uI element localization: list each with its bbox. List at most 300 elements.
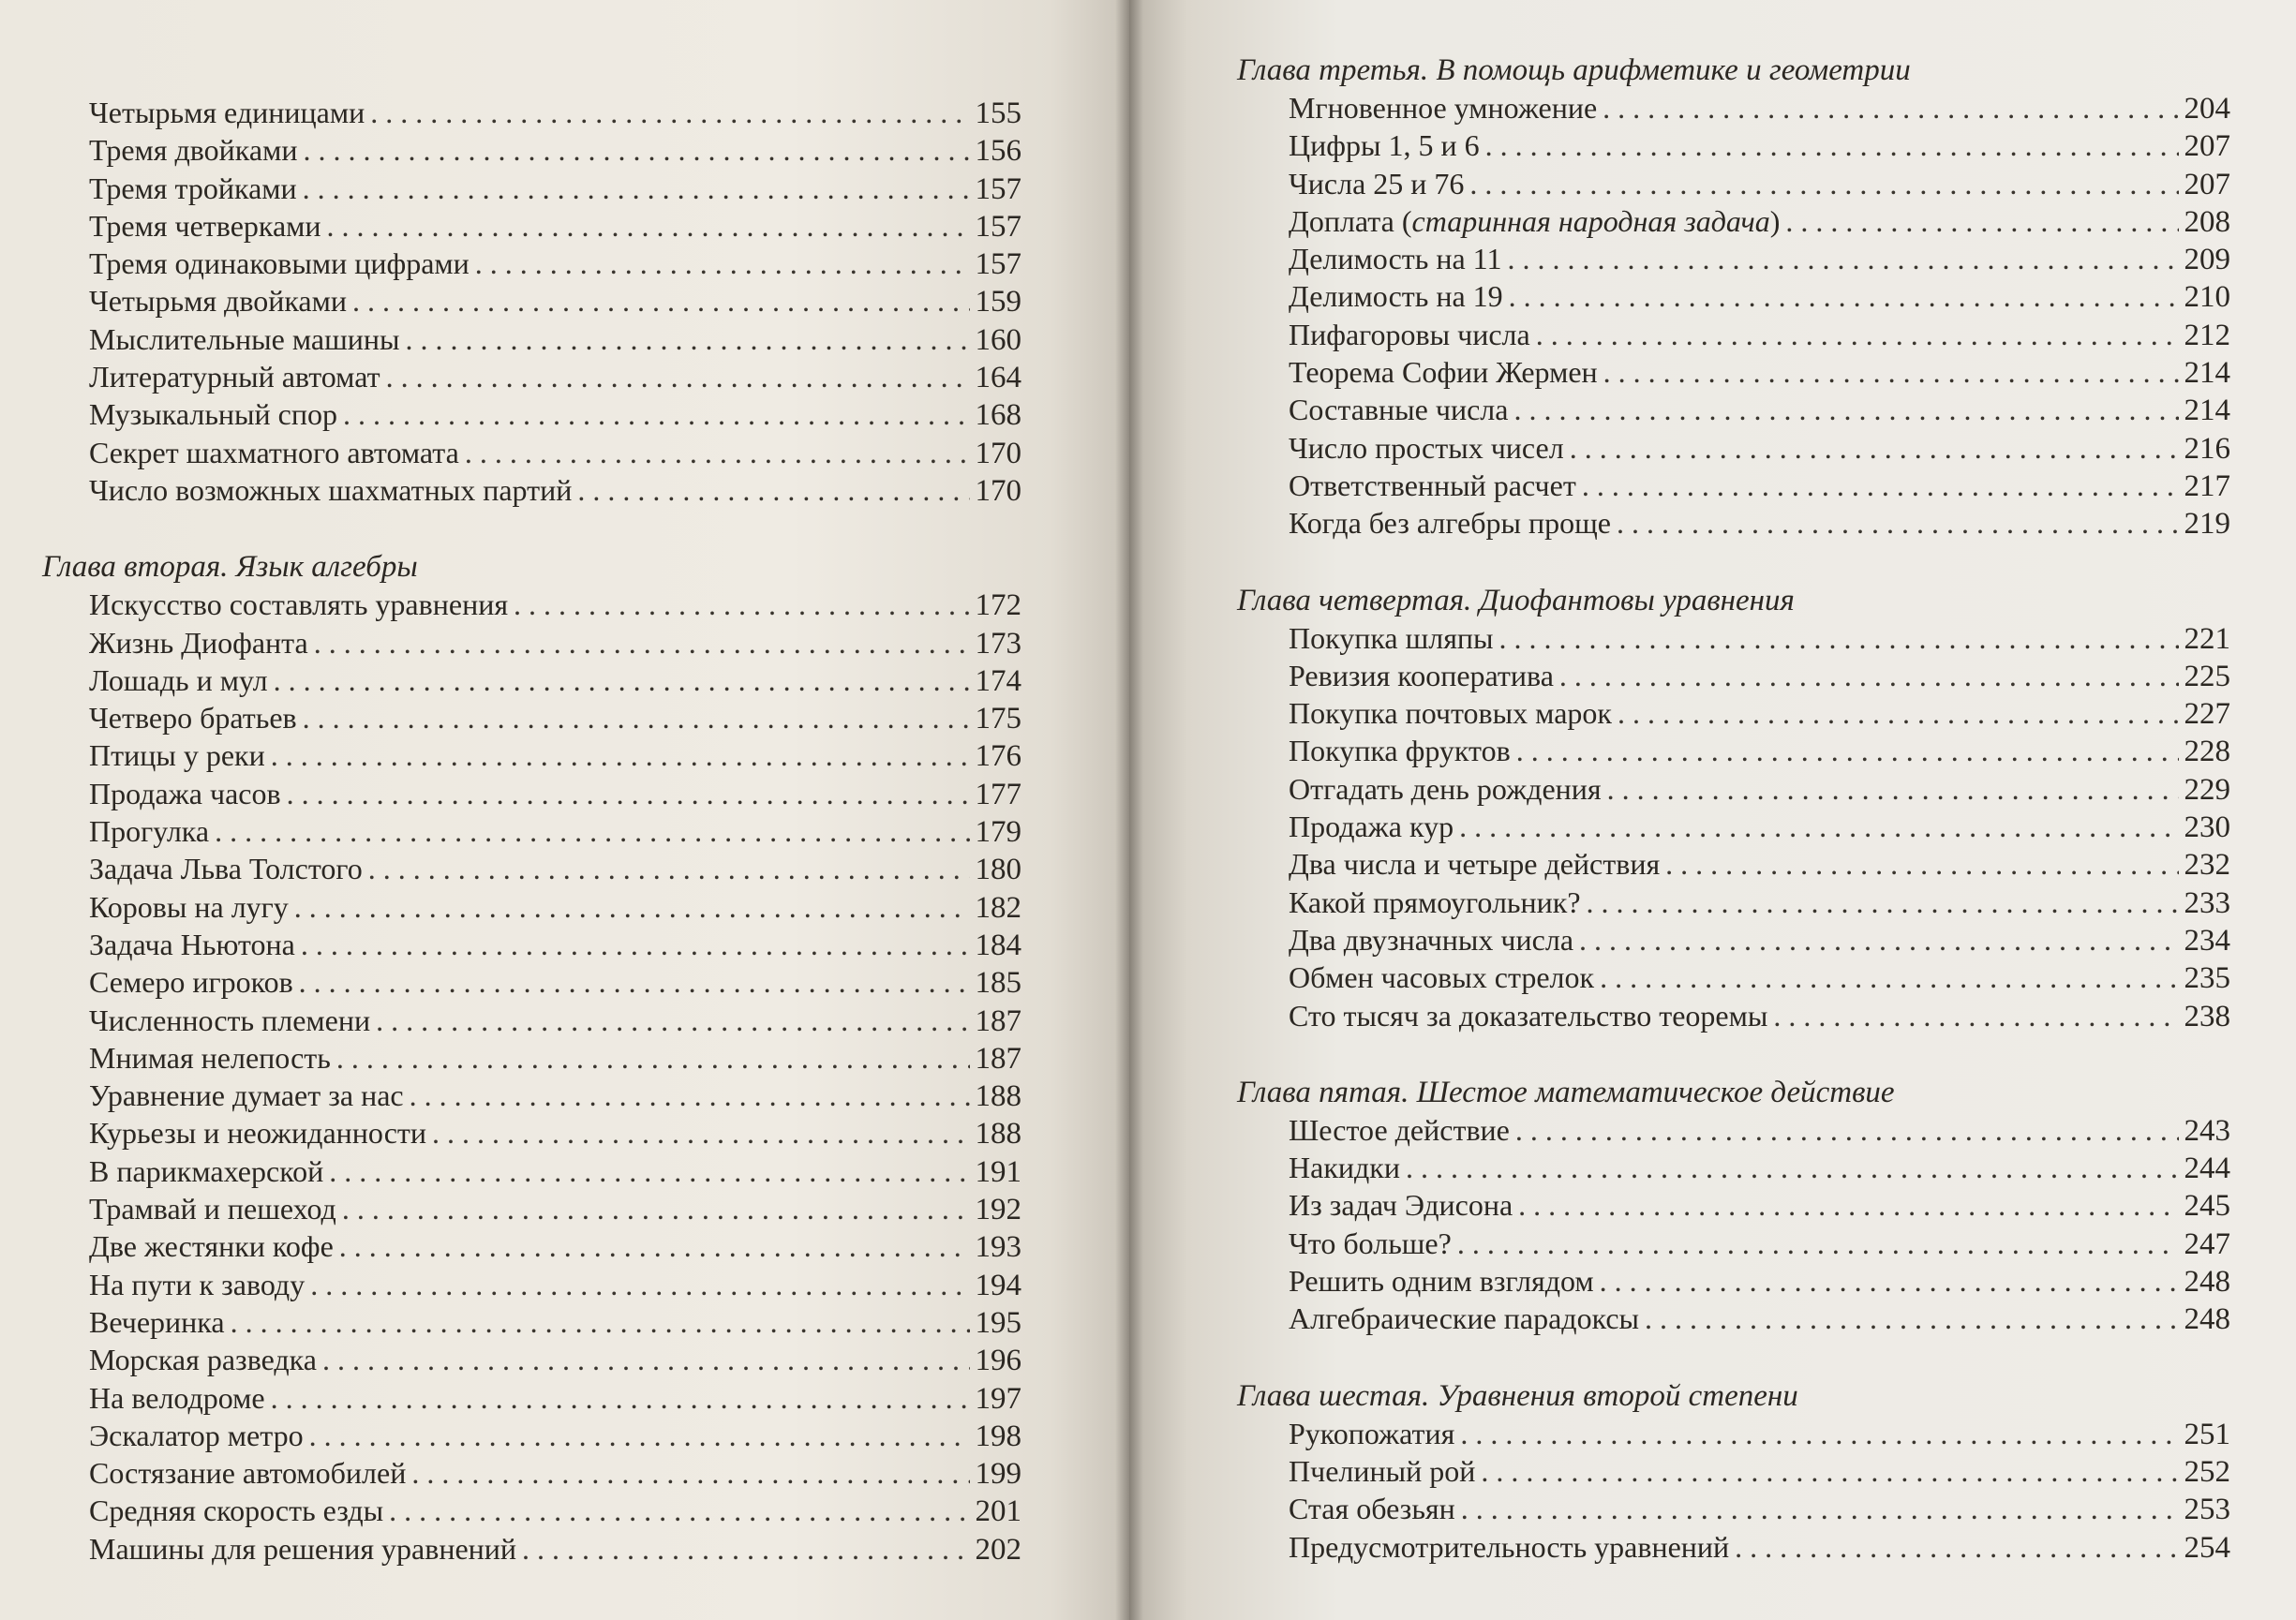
entry-title-text: Покупка фруктов (1289, 734, 1511, 768)
entry-title (89, 1152, 323, 1190)
toc-entry (89, 207, 1021, 245)
entry-page-number: 204 (2184, 92, 2230, 126)
entry-title-text: Задача Льва Толстого (89, 852, 363, 886)
entry-page-number: 199 (975, 1457, 1021, 1492)
toc-entry (89, 661, 1021, 699)
entry-page-number: 182 (975, 890, 1021, 925)
dot-leader (1665, 845, 2178, 883)
toc-entry (1289, 504, 2230, 542)
dot-leader (411, 1454, 969, 1492)
entry-title (89, 1530, 516, 1568)
dot-leader (329, 1152, 969, 1190)
entry-page-number: 248 (2184, 1265, 2230, 1300)
entry-title-text: Численность племени (89, 1003, 371, 1037)
toc-entry (89, 434, 1021, 471)
entry-title-text: Накидки (1289, 1151, 1400, 1185)
entry-page-number: 160 (975, 322, 1021, 357)
entry-title (89, 131, 297, 169)
dot-leader (1570, 429, 2179, 467)
toc-entry (89, 1077, 1021, 1114)
entry-title-text: Пифагоровы числа (1289, 317, 1530, 351)
entry-title (89, 775, 281, 812)
entry-title-text: Прогулка (89, 814, 210, 849)
chapter-heading: Глава пятая. Шестое математическое действие (1237, 1075, 1895, 1109)
entry-title-text: Покупка почтовых марок (1289, 696, 1612, 731)
dot-leader (432, 1114, 970, 1152)
entry-title (1289, 202, 1780, 240)
toc-entry (89, 736, 1021, 774)
entry-title-text: Теорема Софии Жермен (1289, 355, 1598, 390)
entry-page-number: 209 (2184, 243, 2230, 277)
entry-page-number: 202 (975, 1532, 1021, 1567)
entry-title-text: Трамвай и пешеход (89, 1192, 336, 1226)
dot-leader (339, 1227, 970, 1265)
dot-leader (1773, 997, 2178, 1034)
entry-title-text: Четырьмя единицами (89, 96, 365, 129)
toc-entry (89, 1454, 1021, 1492)
dot-leader (410, 1077, 970, 1114)
toc-section (37, 94, 1021, 509)
entry-title-italic: старинная народная задача (1411, 203, 1770, 238)
toc-entry (1289, 1111, 2230, 1149)
entry-title-text: В парикмахерской (89, 1153, 324, 1188)
dot-leader (1499, 619, 2179, 657)
left-table-of-contents (37, 94, 1021, 1568)
dot-leader (370, 94, 969, 131)
entry-title-text: Тремя двойками (89, 133, 298, 168)
toc-section (37, 548, 1021, 1568)
entry-title-text: Числа 25 и 76 (1289, 166, 1465, 201)
entry-title (89, 699, 297, 736)
toc-entry (89, 812, 1021, 850)
toc-section (1237, 1377, 2230, 1566)
entry-title-text: Сто тысяч за доказательство теоремы (1289, 998, 1768, 1033)
dot-leader (287, 775, 970, 812)
entry-page-number: 175 (975, 702, 1021, 736)
entry-title (89, 1039, 331, 1077)
toc-entry (1289, 619, 2230, 657)
dot-leader (1516, 732, 2179, 769)
entry-title-text: На пути к заводу (89, 1267, 306, 1301)
entry-title-text: Мгновенное умножение (1289, 91, 1598, 125)
dot-leader (299, 963, 970, 1001)
entry-page-number: 172 (975, 588, 1021, 623)
entry-page-number: 230 (2184, 810, 2230, 845)
toc-entry (1289, 997, 2230, 1034)
entry-title-text: Морская разведка (89, 1343, 317, 1377)
toc-entry (1289, 126, 2230, 164)
entry-title (89, 1077, 404, 1114)
entry-title (89, 434, 459, 471)
toc-entry (89, 1379, 1021, 1417)
dot-leader (301, 926, 970, 963)
entry-title (89, 736, 265, 774)
entry-title-text: Коровы на лугу (89, 889, 289, 924)
entry-title (89, 207, 321, 245)
entry-title-text: Вечеринка (89, 1304, 225, 1339)
entry-title-text: Число возможных шахматных партий (89, 472, 573, 507)
entry-title-text: Пчелиный рой (1289, 1453, 1476, 1488)
entry-title-text: Секрет шахматного автомата (89, 435, 459, 469)
entry-title (89, 888, 289, 926)
entry-title-text: Из задач Эдисона (1289, 1188, 1513, 1223)
entry-page-number: 216 (2184, 431, 2230, 466)
dot-leader (352, 282, 970, 320)
toc-entry (89, 1341, 1021, 1378)
entry-page-number: 212 (2184, 318, 2230, 352)
entry-title-text: На велодроме (89, 1380, 265, 1415)
dot-leader (1457, 1225, 2179, 1262)
toc-entry (89, 1530, 1021, 1568)
entry-title (89, 395, 337, 433)
dot-leader (1582, 467, 2179, 504)
toc-entry (89, 1266, 1021, 1303)
entry-page-number: 176 (975, 739, 1021, 774)
dot-leader (1485, 126, 2179, 164)
entry-title-text: Искусство составлять уравнения (89, 587, 509, 622)
entry-title (89, 471, 572, 509)
dot-leader (342, 1190, 970, 1227)
entry-page-number: 210 (2184, 280, 2230, 315)
toc-entry (89, 1152, 1021, 1190)
dot-leader (1469, 165, 2178, 202)
entry-title (89, 1303, 225, 1341)
entry-page-number: 155 (975, 97, 1021, 130)
entry-title-text: Обмен часовых стрелок (1289, 960, 1595, 995)
entry-title (1289, 959, 1594, 996)
toc-entry (89, 1002, 1021, 1039)
toc-entry (89, 1039, 1021, 1077)
dot-leader (386, 358, 970, 395)
dot-leader (310, 1266, 969, 1303)
entry-page-number: 207 (2184, 167, 2230, 201)
dot-leader (376, 1002, 969, 1039)
entry-title (1289, 808, 1454, 845)
entry-title (89, 170, 297, 207)
chapter-heading: Глава четвертая. Диофантовы уравнения (1237, 583, 1795, 617)
chapter-heading: Глава шестая. Уравнения второй степени (1237, 1378, 1798, 1413)
entry-title-text: Два числа и четыре действия (1289, 847, 1661, 882)
entry-page-number: 238 (2184, 999, 2230, 1033)
entry-title (1289, 1186, 1513, 1224)
entry-title-text: Когда без алгебры проще (1289, 506, 1611, 541)
entry-title (1289, 770, 1602, 808)
toc-entry (1289, 1225, 2230, 1262)
entry-page-number: 243 (2184, 1113, 2230, 1148)
toc-entry (1289, 694, 2230, 732)
entry-title (1289, 1452, 1475, 1490)
entry-page-number: 245 (2184, 1189, 2230, 1224)
toc-entry (1289, 921, 2230, 959)
entry-title (1289, 1300, 1639, 1337)
entry-title-text: Что больше? (1289, 1226, 1452, 1260)
entry-page-number: 229 (2184, 772, 2230, 807)
toc-entry (1289, 657, 2230, 694)
entry-page-number: 179 (975, 815, 1021, 850)
entry-title-text: Уравнение думает за нас (89, 1078, 404, 1113)
toc-entry (1289, 1415, 2230, 1452)
dot-leader (1507, 240, 2178, 277)
toc-entry (1289, 808, 2230, 845)
entry-title (89, 1379, 265, 1417)
entry-page-number: 187 (975, 1003, 1021, 1038)
toc-entry (1289, 1452, 2230, 1490)
dot-leader (1461, 1490, 2179, 1527)
toc-entry (89, 170, 1021, 207)
toc-entry (1289, 429, 2230, 467)
toc-entry (1289, 1528, 2230, 1566)
entry-page-number: 196 (975, 1344, 1021, 1378)
entry-page-number: 184 (975, 928, 1021, 962)
entry-page-number: 157 (975, 209, 1021, 244)
entry-title-text: Два двузначных числа (1289, 922, 1574, 957)
toc-entry (89, 282, 1021, 320)
entry-page-number: 198 (975, 1419, 1021, 1453)
entry-title (1289, 89, 1597, 126)
entry-page-number: 170 (975, 473, 1021, 508)
entry-title (89, 282, 347, 320)
toc-entry (89, 1227, 1021, 1265)
entry-title (89, 963, 293, 1001)
entry-title (89, 624, 308, 661)
entry-title (1289, 732, 1511, 769)
entry-page-number: 174 (975, 663, 1021, 698)
entry-title-text: Доплата ( (1289, 203, 1412, 238)
entry-title-text: Мнимая нелепость (89, 1040, 331, 1075)
entry-title (89, 1114, 426, 1152)
entry-title-text: Машины для решения уравнений (89, 1531, 517, 1566)
dot-leader (1600, 1262, 2179, 1300)
right-page (1129, 0, 2296, 1620)
toc-entry (89, 245, 1021, 282)
dot-leader (1515, 1111, 2179, 1149)
entry-page-number: 156 (975, 134, 1021, 169)
entry-page-number: 177 (975, 777, 1021, 811)
dot-leader (1559, 657, 2179, 694)
entry-title (89, 586, 508, 623)
dot-leader (327, 207, 970, 245)
entry-title-text: Музыкальный спор (89, 397, 337, 432)
entry-title-text: Рукопожатия (1289, 1416, 1455, 1450)
entry-page-number: 201 (975, 1494, 1021, 1529)
dot-leader (368, 850, 970, 887)
entry-title-text: Две жестянки кофе (89, 1229, 334, 1264)
entry-page-number: 159 (975, 285, 1021, 320)
entry-page-number: 168 (975, 398, 1021, 433)
toc-entry (89, 1417, 1021, 1454)
entry-title (89, 358, 380, 395)
entry-title (89, 245, 470, 282)
entry-page-number: 244 (2184, 1152, 2230, 1186)
entry-page-number: 214 (2184, 356, 2230, 391)
book-gutter (1115, 0, 1143, 1620)
entry-title (1289, 316, 1530, 353)
entry-page-number: 254 (2184, 1530, 2230, 1565)
entry-title (89, 1341, 317, 1378)
entry-title (1289, 1415, 1454, 1452)
toc-entry (89, 586, 1021, 623)
entry-title-text: Тремя тройками (89, 171, 297, 205)
toc-entry (89, 320, 1021, 358)
entry-title-text: Составные числа (1289, 393, 1509, 427)
entry-page-number: 157 (975, 247, 1021, 282)
toc-entry (89, 358, 1021, 395)
entry-title (89, 1454, 406, 1492)
entry-title (1289, 694, 1612, 732)
dot-leader (1600, 959, 2178, 996)
dot-leader (274, 661, 970, 699)
dot-leader (1618, 694, 2179, 732)
dot-leader (465, 434, 970, 471)
toc-entry (1289, 1186, 2230, 1224)
entry-title-text: Птицы у реки (89, 738, 265, 773)
entry-title (1289, 126, 1480, 164)
dot-leader (1579, 921, 2178, 959)
toc-entry (1289, 391, 2230, 428)
dot-leader (215, 812, 969, 850)
dot-leader (271, 1379, 970, 1417)
entry-page-number: 214 (2184, 394, 2230, 428)
entry-title-text: Число простых чисел (1289, 430, 1564, 465)
entry-page-number: 157 (975, 171, 1021, 206)
entry-title (89, 926, 295, 963)
toc-entry (89, 699, 1021, 736)
entry-title-text: Четверо братьев (89, 701, 297, 736)
dot-leader (1460, 1415, 2178, 1452)
toc-entry (1289, 732, 2230, 769)
toc-entry (1289, 202, 2230, 240)
entry-title-text: Курьезы и неожиданности (89, 1116, 426, 1151)
toc-entry (1289, 467, 2230, 504)
toc-entry (89, 131, 1021, 169)
entry-title (1289, 619, 1494, 657)
entry-page-number: 217 (2184, 468, 2230, 503)
entry-title-text: Продажа кур (1289, 810, 1454, 844)
entry-title (1289, 353, 1598, 391)
entry-page-number: 207 (2184, 129, 2230, 164)
toc-section (1237, 582, 2230, 1034)
entry-title-text: Тремя одинаковыми цифрами (89, 246, 470, 281)
dot-leader (405, 320, 969, 358)
entry-title (1289, 1111, 1510, 1149)
entry-title-text: Шестое действие (1289, 1112, 1510, 1147)
toc-entry (1289, 316, 2230, 353)
toc-entry (89, 1303, 1021, 1341)
entry-title (89, 661, 268, 699)
entry-page-number: 235 (2184, 961, 2230, 996)
right-table-of-contents (1237, 52, 2230, 1566)
dot-leader (303, 170, 970, 207)
dot-leader (309, 1417, 970, 1454)
toc-section (1237, 52, 2230, 542)
toc-entry (89, 624, 1021, 661)
toc-entry (1289, 1262, 2230, 1300)
dot-leader (522, 1530, 969, 1568)
dot-leader (1603, 89, 2178, 126)
entry-page-number: 195 (975, 1305, 1021, 1340)
entry-title (89, 1492, 383, 1529)
entry-title (89, 1266, 305, 1303)
dot-leader (1617, 504, 2179, 542)
entry-page-number: 221 (2184, 621, 2230, 656)
entry-title-text: Средняя скорость езды (89, 1494, 384, 1528)
entry-title (1289, 277, 1503, 315)
entry-title-text: Какой прямоугольник? (1289, 884, 1581, 919)
dot-leader (1536, 316, 2179, 353)
toc-entry (1289, 959, 2230, 996)
entry-title (1289, 997, 1767, 1034)
toc-entry (89, 395, 1021, 433)
entry-title-end: ) (1769, 203, 1781, 238)
entry-title-text: Решить одним взглядом (1289, 1264, 1594, 1299)
toc-entry (89, 1190, 1021, 1227)
entry-title (1289, 1528, 1729, 1566)
entry-title (89, 850, 363, 887)
toc-entry (1289, 277, 2230, 315)
entry-page-number: 191 (975, 1154, 1021, 1189)
entry-title (89, 1227, 334, 1265)
dot-leader (314, 624, 970, 661)
toc-entry (89, 775, 1021, 812)
dot-leader (1459, 808, 2178, 845)
dot-leader (1513, 391, 2178, 428)
dot-leader (294, 888, 970, 926)
entry-title (1289, 504, 1611, 542)
entry-title-text: Четырьмя двойками (89, 284, 347, 319)
entry-page-number: 234 (2184, 923, 2230, 958)
toc-entry (1289, 1300, 2230, 1337)
entry-page-number: 252 (2184, 1454, 2230, 1489)
dot-leader (577, 471, 969, 509)
entry-page-number: 188 (975, 1117, 1021, 1152)
dot-leader (1785, 202, 2178, 240)
entry-title (1289, 1262, 1594, 1300)
entry-page-number: 233 (2184, 885, 2230, 920)
entry-page-number: 170 (975, 436, 1021, 470)
entry-title (1289, 657, 1554, 694)
toc-entry (89, 850, 1021, 887)
dot-leader (271, 736, 970, 774)
entry-page-number: 187 (975, 1041, 1021, 1076)
entry-title-text: Семеро игроков (89, 965, 293, 1000)
entry-page-number: 227 (2184, 697, 2230, 732)
entry-title (1289, 429, 1564, 467)
entry-title-text: Тремя четверками (89, 208, 321, 243)
entry-page-number: 219 (2184, 507, 2230, 542)
dot-leader (336, 1039, 970, 1077)
entry-title (1289, 1225, 1452, 1262)
entry-title (89, 94, 365, 131)
entry-title-text: Продажа часов (89, 776, 281, 810)
entry-title-text: Литературный автомат (89, 360, 380, 394)
entry-page-number: 228 (2184, 735, 2230, 769)
dot-leader (322, 1341, 970, 1378)
toc-entry (89, 94, 1021, 131)
entry-title (89, 1002, 370, 1039)
toc-entry (1289, 884, 2230, 921)
left-page (0, 0, 1129, 1620)
entry-title-text: Алгебраические парадоксы (1289, 1301, 1640, 1336)
entry-title-text: Жизнь Диофанта (89, 625, 308, 660)
entry-title-text: Делимость на 11 (1289, 242, 1502, 276)
entry-page-number: 185 (975, 966, 1021, 1001)
entry-title (1289, 165, 1464, 202)
dot-leader (303, 699, 970, 736)
entry-title-text: Мыслительные машины (89, 321, 400, 356)
entry-title (1289, 391, 1508, 428)
entry-title-text: Цифры 1, 5 и 6 (1289, 128, 1480, 163)
toc-entry (1289, 770, 2230, 808)
